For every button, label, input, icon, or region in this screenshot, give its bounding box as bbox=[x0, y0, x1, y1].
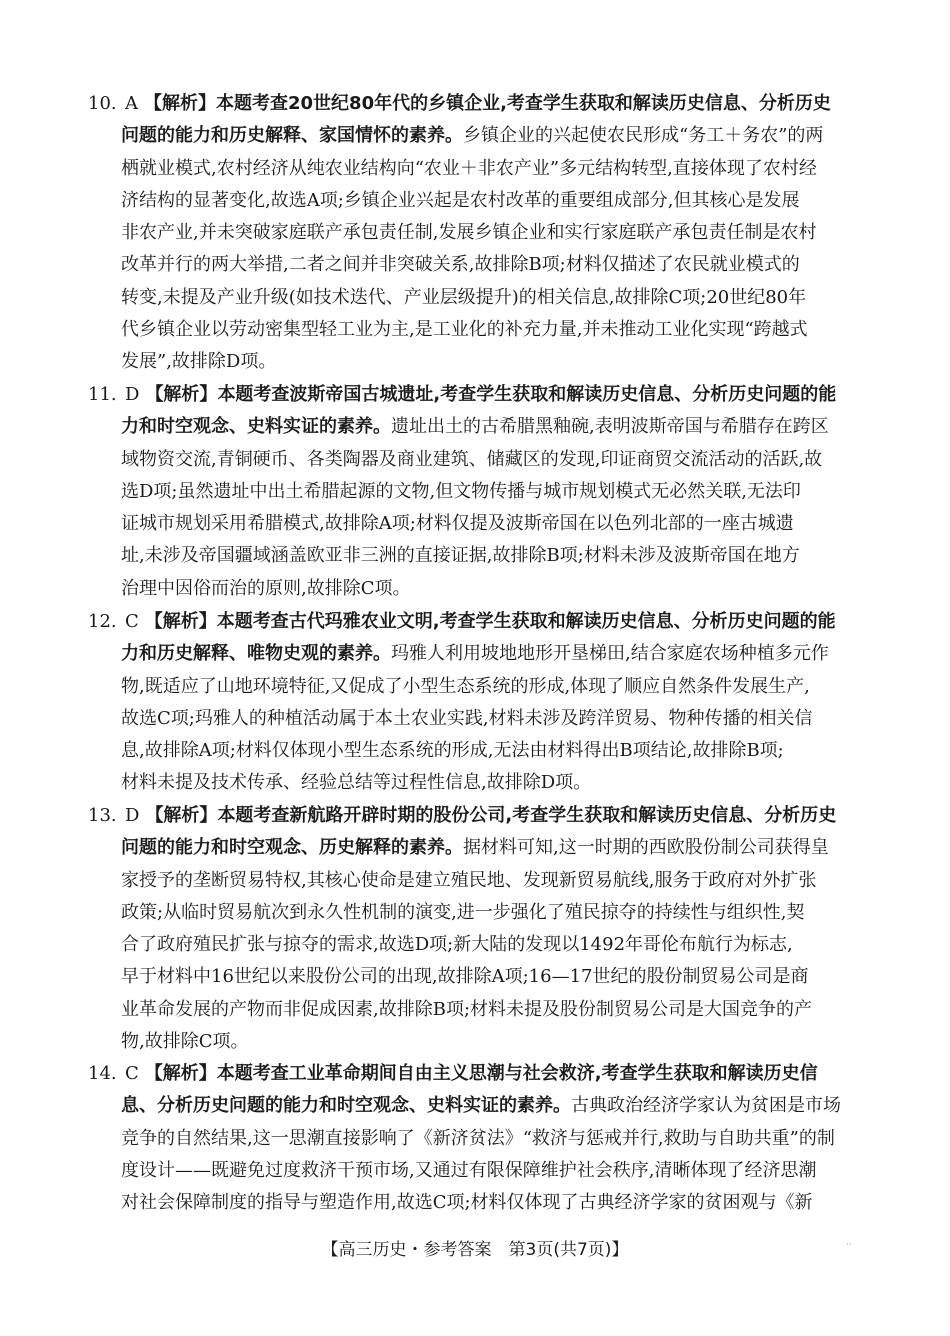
analysis-lead-continued: 力和历史解释、唯物史观的素养。 bbox=[121, 643, 391, 665]
answer-line: 栖就业模式,农村经济从纯农业结构向“农业＋非农产业”多元结构转型,直接体现了农村经 bbox=[121, 157, 817, 179]
answer-choice: A bbox=[125, 93, 138, 114]
answer-choice: D bbox=[125, 384, 140, 405]
page-footer: 【高三历史・参考答案 第3页(共7页)】 bbox=[321, 1240, 629, 1260]
answer-line: 物,故排除C项。 bbox=[121, 1031, 249, 1053]
answer-line: 址,未涉及帝国疆域涵盖欧亚非三洲的直接证据,故排除B项;材料未涉及波斯帝国在地方 bbox=[121, 545, 800, 567]
answer-14 bbox=[88, 1058, 862, 1219]
answer-line: 物,既适应了山地环境特征,又促成了小型生态系统的形成,体现了顺应自然条件发展生产, bbox=[121, 675, 810, 697]
answer-choice: C bbox=[125, 1063, 139, 1084]
answer-line: 代乡镇企业以劳动密集型轻工业为主,是工业化的补充力量,并未推动工业化实现“跨越式 bbox=[121, 319, 808, 341]
answer-line: 早于材料中16世纪以来股份公司的出现,故排除A项;16—17世纪的股份制贸易公司是商 bbox=[121, 966, 809, 988]
analysis-tag: 【解析】 bbox=[145, 805, 218, 826]
answer-first-line bbox=[88, 606, 862, 638]
analysis-lead: 本题考查20世纪80年代的乡镇企业,考查学生获取和解读历史信息、分析历史 bbox=[216, 93, 831, 114]
analysis-tag: 【解析】 bbox=[144, 611, 217, 632]
answer-line: 合了政府殖民扩张与掠夺的需求,故选D项;新大陆的发现以1492年哥伦布航行为标志, bbox=[121, 934, 793, 956]
answer-line bbox=[88, 638, 862, 670]
answer-line: 对社会保障制度的指导与塑造作用,故选C项;材料仅体现了古典经济学家的贫困观与《新 bbox=[121, 1192, 813, 1214]
answer-line: 息,故排除A项;材料仅体现小型生态系统的形成,无法由材料得出B项结论,故排除B项; bbox=[121, 740, 784, 762]
answer-choice: C bbox=[125, 611, 139, 632]
answer-line: 发展”,故排除D项。 bbox=[121, 351, 277, 373]
analysis-lead-continued: 问题的能力和时空观念、历史解释的素养。 bbox=[121, 837, 463, 859]
answer-line: 治理中因俗而治的原则,故排除C项。 bbox=[121, 577, 411, 599]
analysis-lead-continued: 息、分析历史问题的能力和时空观念、史料实证的素养。 bbox=[121, 1095, 571, 1117]
question-number: 12. bbox=[88, 611, 117, 632]
analysis-lead-continued: 力和时空观念、史料实证的素养。 bbox=[121, 416, 391, 438]
answer-line: 材料未提及技术传承、经验总结等过程性信息,故排除D项。 bbox=[121, 772, 592, 794]
question-number: 14. bbox=[88, 1063, 117, 1084]
answer-13 bbox=[88, 800, 862, 1058]
answer-line: 选D项;虽然遗址中出土希腊起源的文物,但文物传播与城市规划模式无必然关联,无法印 bbox=[121, 480, 801, 502]
answer-line: 度设计——既避免过度救济干预市场,又通过有限保障维护社会秩序,清晰体现了经济思潮 bbox=[121, 1159, 817, 1181]
answer-choice: D bbox=[125, 805, 140, 826]
answer-first-line bbox=[88, 88, 862, 120]
answer-line bbox=[88, 411, 862, 443]
answer-line: 济结构的显著变化,故选A项;乡镇企业兴起是农村改革的重要组成部分,但其核心是发展 bbox=[121, 189, 800, 211]
analysis-lead: 本题考查波斯帝国古城遗址,考查学生获取和解读历史信息、分析历史问题的能 bbox=[217, 384, 837, 405]
answer-line: 政策;从临时贸易航次到永久性机制的演变,进一步强化了殖民掠夺的持续性与组织性,契 bbox=[121, 901, 805, 923]
answer-line bbox=[88, 120, 862, 152]
answer-line: 域物资交流,青铜硬币、各类陶器及商业建筑、储藏区的发现,印证商贸交流活动的活跃,故 bbox=[121, 448, 823, 470]
question-number: 10. bbox=[88, 93, 117, 114]
answer-line: 竞争的自然结果,这一思潮直接影响了《新济贫法》“救济与惩戒并行,救助与自助共重”的制 bbox=[121, 1127, 835, 1149]
answer-text: 遗址出土的古希腊黑釉碗,表明波斯帝国与希腊存在跨区 bbox=[391, 416, 829, 438]
question-number: 11. bbox=[88, 384, 117, 405]
answer-line: 证城市规划采用希腊模式,故排除A项;材料仅提及波斯帝国在以色列北部的一座古城遗 bbox=[121, 513, 794, 535]
analysis-lead: 本题考查新航路开辟时期的股份公司,考查学生获取和解读历史信息、分析历史 bbox=[217, 805, 837, 826]
answer-line: 非农产业,并未突破家庭联产承包责任制,发展乡镇企业和实行家庭联产承包责任制是农村 bbox=[121, 222, 817, 244]
answer-line bbox=[88, 832, 862, 864]
analysis-tag: 【解析】 bbox=[144, 93, 216, 114]
answer-first-line bbox=[88, 379, 862, 411]
analysis-lead: 本题考查古代玛雅农业文明,考查学生获取和解读历史信息、分析历史问题的能 bbox=[216, 611, 836, 632]
analysis-lead: 本题考查工业革命期间自由主义思潮与社会救济,考查学生获取和解读历史信 bbox=[216, 1063, 818, 1084]
answer-first-line bbox=[88, 800, 862, 832]
answer-text: 古典政治经济学家认为贫困是市场 bbox=[571, 1095, 841, 1117]
analysis-tag: 【解析】 bbox=[144, 1063, 217, 1084]
analysis-lead-continued: 问题的能力和历史解释、家国情怀的素养。 bbox=[121, 125, 463, 147]
answer-line bbox=[88, 1090, 862, 1122]
answer-text: 据材料可知,这一时期的西欧股份制公司获得皇 bbox=[463, 837, 829, 859]
answer-line: 改革并行的两大举措,二者之间并非突破关系,故排除B项;材料仅描述了农民就业模式的 bbox=[121, 254, 800, 276]
corner-mark: ·· bbox=[846, 1240, 852, 1250]
answer-line: 转变,未提及产业升级(如技术迭代、产业层级提升)的相关信息,故排除C项;20世纪80年 bbox=[121, 286, 807, 308]
question-number: 13. bbox=[88, 805, 117, 826]
answer-12 bbox=[88, 606, 862, 800]
answer-line: 家授予的垄断贸易特权,其核心使命是建立殖民地、发现新贸易航线,服务于政府对外扩张 bbox=[121, 869, 817, 891]
answer-text: 乡镇企业的兴起使农民形成“务工＋务农”的两 bbox=[463, 125, 824, 147]
answer-line: 故选C项;玛雅人的种植活动属于本土农业实践,材料未涉及跨洋贸易、物种传播的相关信 bbox=[121, 707, 813, 729]
analysis-tag: 【解析】 bbox=[145, 384, 218, 405]
answer-10 bbox=[88, 88, 862, 379]
answer-first-line bbox=[88, 1058, 862, 1090]
answer-line: 业革命发展的产物而非促成因素,故排除B项;材料未提及股份制贸易公司是大国竞争的产 bbox=[121, 998, 813, 1020]
answer-11 bbox=[88, 379, 862, 605]
answer-text: 玛雅人利用坡地地形开垦梯田,结合家庭农场种植多元作 bbox=[391, 643, 829, 665]
